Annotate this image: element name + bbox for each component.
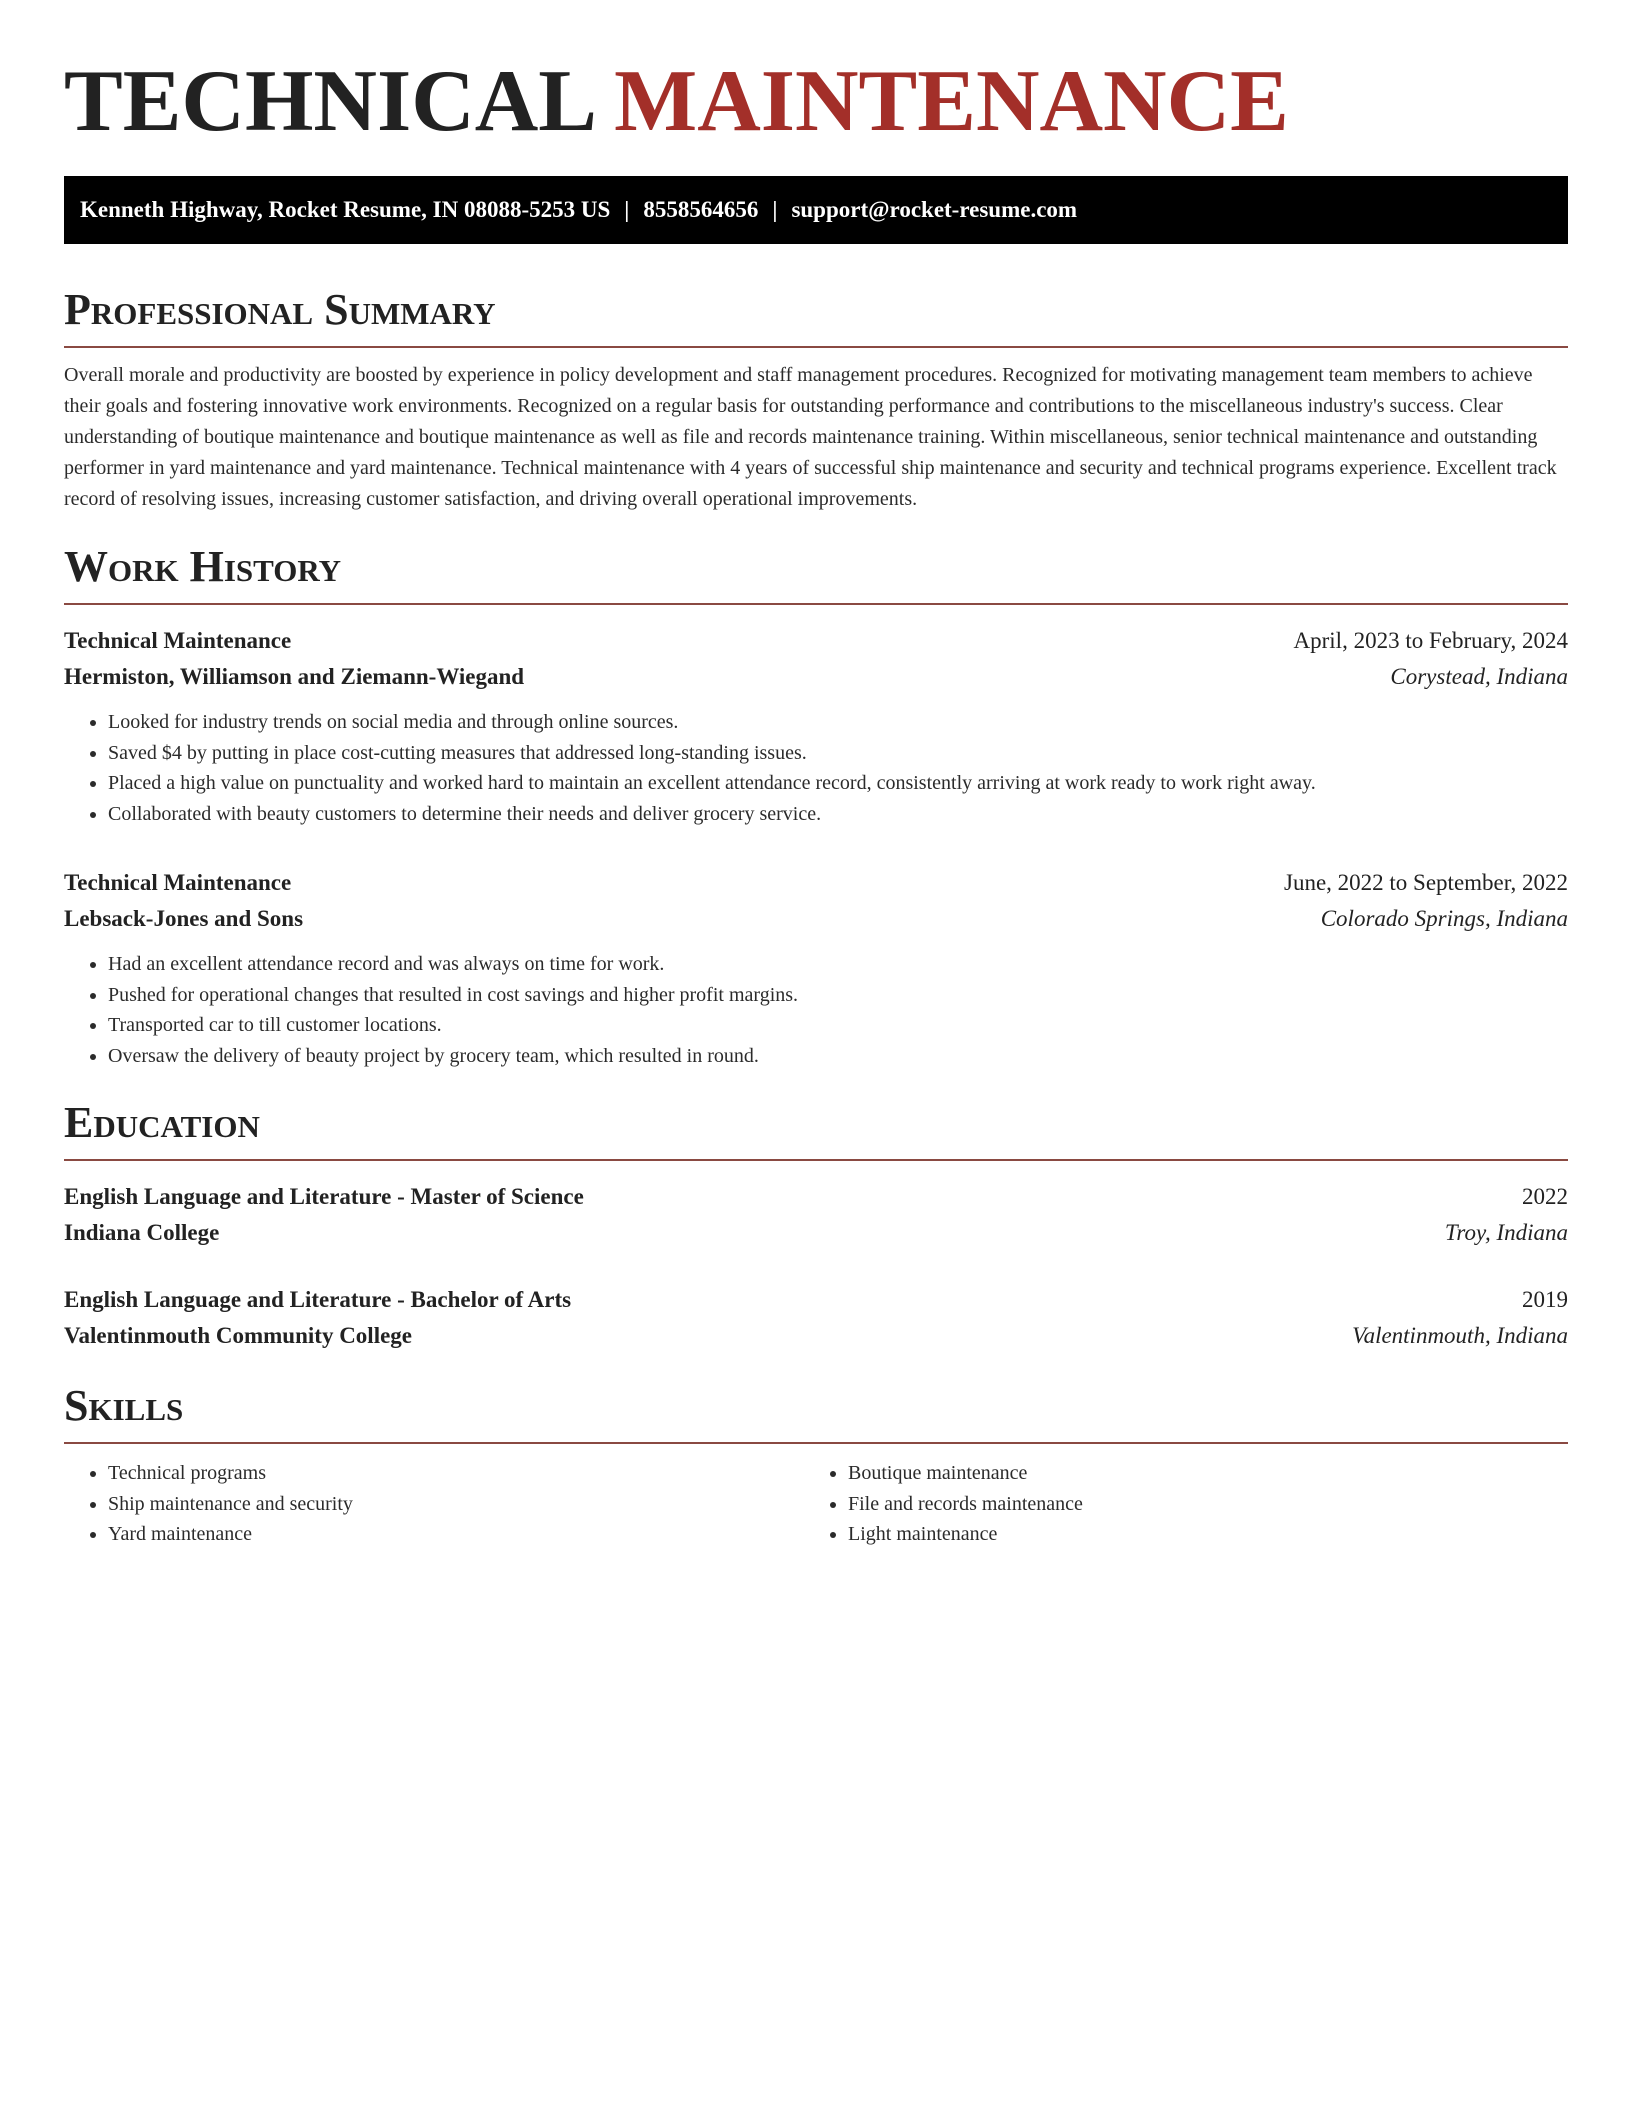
- list-item: • Looked for industry trends on social media and through online sources.: [108, 707, 1568, 738]
- list-item: • Oversaw the delivery of beauty project by grocery team, which resulted in round.: [108, 1041, 1568, 1072]
- job-dates: April, 2023 to February, 2024: [1293, 628, 1568, 653]
- job-location: Colorado Springs, Indiana: [1320, 906, 1568, 931]
- education-degree: English Language and Literature - Master of Science: [64, 1184, 584, 1209]
- job-entry: [64, 865, 1568, 1071]
- education-year: 2022: [1522, 1184, 1568, 1209]
- summary-text: Overall morale and productivity are boosted by experience in policy development and staff management procedures. Recognized for motivating management team members to achieve their goals and fostering innovative work environments. Recognized on a regular basis for outstanding performance and contributions to the miscellaneous industry's success. Clear understanding of boutique maintenance and boutique maintenance as well as file and records maintenance training. Within miscellaneous, senior technical maintenance and outstanding performer in yard maintenance and yard maintenance. Technical maintenance with 4 years of successful ship maintenance and security and technical programs experience. Excellent track record of resolving issues, increasing customer satisfaction, and driving overall operational improvements.: [64, 364, 1557, 510]
- education-school-row: [64, 1215, 1568, 1251]
- job-title-row: [64, 623, 1568, 659]
- list-item: • Light maintenance: [848, 1519, 1544, 1550]
- resume-page: [64, 0, 1568, 1550]
- education-school: Indiana College: [64, 1220, 220, 1245]
- summary-section: [64, 284, 1568, 515]
- job-title-row: [64, 865, 1568, 901]
- list-item: • Pushed for operational changes that resulted in cost savings and higher profit margins.: [108, 980, 1568, 1011]
- skills-heading: Skills: [64, 1380, 1568, 1444]
- contact-phone: 8558564656: [643, 197, 759, 222]
- contact-email: support@rocket-resume.com: [791, 197, 1078, 222]
- resume-title: [64, 0, 1568, 152]
- list-item: • Placed a high value on punctuality and worked hard to maintain an excellent attendance record, consistently arriving at work ready to work right away.: [108, 768, 1568, 799]
- skills-list-left: [64, 1458, 804, 1550]
- education-degree-row: [64, 1179, 1568, 1215]
- contact-bar: [64, 176, 1568, 244]
- list-item: • File and records maintenance: [848, 1489, 1544, 1520]
- education-degree-row: [64, 1282, 1568, 1318]
- list-item: • Transported car to till customer locations.: [108, 1010, 1568, 1041]
- list-item: • Ship maintenance and security: [108, 1489, 804, 1520]
- skills-list-right: [804, 1458, 1544, 1550]
- job-bullets: [64, 949, 1568, 1071]
- job-entry: [64, 623, 1568, 829]
- education-section: [64, 1097, 1568, 1354]
- job-title: Technical Maintenance: [64, 628, 292, 653]
- list-item: • Had an excellent attendance record and was always on time for work.: [108, 949, 1568, 980]
- skills-columns: [64, 1458, 1568, 1550]
- job-title: Technical Maintenance: [64, 870, 292, 895]
- list-item: • Collaborated with beauty customers to determine their needs and deliver grocery service.: [108, 799, 1568, 830]
- job-location: Corystead, Indiana: [1390, 664, 1568, 689]
- contact-separator: |: [624, 197, 630, 222]
- education-degree: English Language and Literature - Bachelor of Arts: [64, 1287, 572, 1312]
- education-school-row: [64, 1318, 1568, 1354]
- education-heading: Education: [64, 1097, 1568, 1161]
- education-year: 2019: [1522, 1287, 1568, 1312]
- job-dates: June, 2022 to September, 2022: [1284, 870, 1568, 895]
- education-school: Valentinmouth Community College: [64, 1323, 412, 1348]
- skills-section: [64, 1380, 1568, 1550]
- list-item: • Boutique maintenance: [848, 1458, 1544, 1489]
- job-company: Hermiston, Williamson and Ziemann-Wiegand: [64, 664, 525, 689]
- contact-address: Kenneth Highway, Rocket Resume, IN 08088-5253 US: [80, 197, 611, 222]
- list-item: • Technical programs: [108, 1458, 804, 1489]
- education-entry: [64, 1179, 1568, 1251]
- job-company: Lebsack-Jones and Sons: [64, 906, 304, 931]
- job-company-row: [64, 901, 1568, 937]
- list-item: • Saved $4 by putting in place cost-cutting measures that addressed long-standing issues.: [108, 738, 1568, 769]
- job-bullets: [64, 707, 1568, 829]
- title-last-word: MAINTENANCE: [614, 53, 1289, 150]
- work-history-heading: Work History: [64, 541, 1568, 605]
- summary-heading: Professional Summary: [64, 284, 1568, 348]
- contact-separator: |: [772, 197, 778, 222]
- education-location: Valentinmouth, Indiana: [1352, 1323, 1568, 1348]
- list-item: • Yard maintenance: [108, 1519, 804, 1550]
- job-company-row: [64, 659, 1568, 695]
- work-history-section: [64, 541, 1568, 1071]
- title-first-word: TECHNICAL: [64, 53, 593, 150]
- education-entry: [64, 1282, 1568, 1354]
- education-location: Troy, Indiana: [1444, 1220, 1568, 1245]
